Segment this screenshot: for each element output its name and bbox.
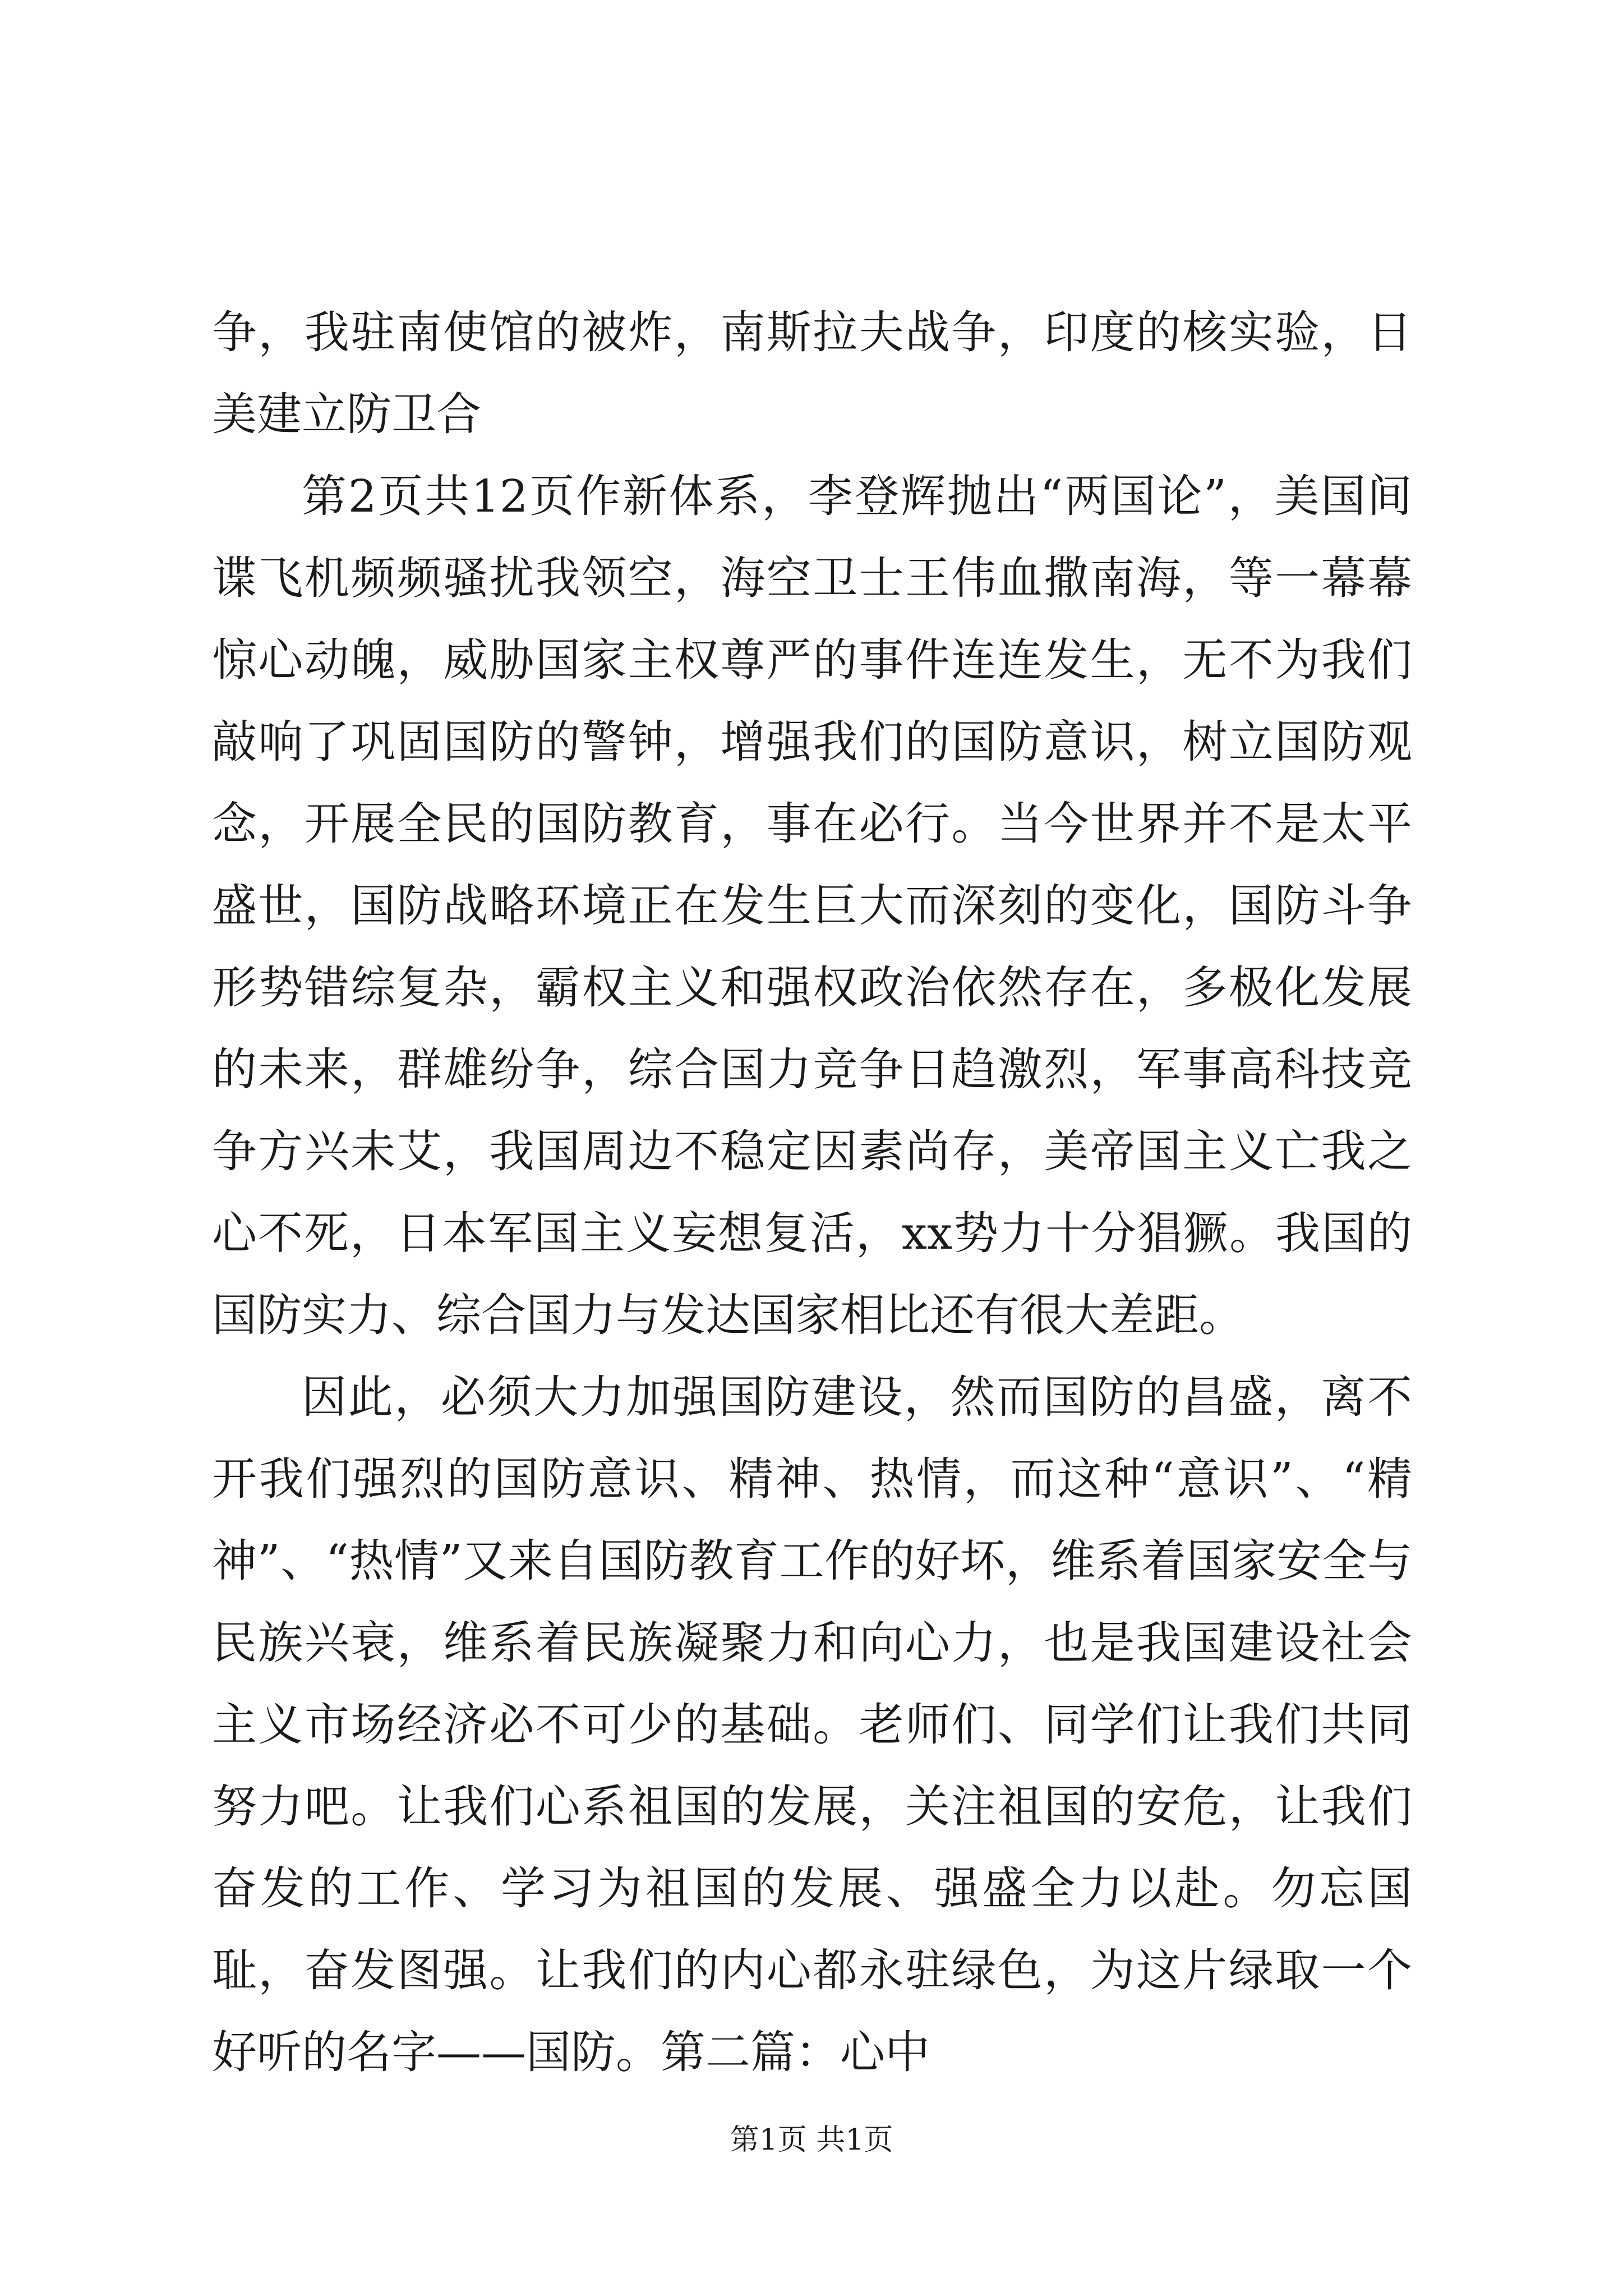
page-footer: 第1页 共1页 xyxy=(730,2123,893,2157)
paragraph-2: 第2页共12页作新体系，李登辉抛出“两国论”，美国间谍飞机频频骚扰我领空，海空卫士王伟血撒南海，等一幕幕惊心动魄，威胁国家主权尊严的事件连连发生，无不为我们敲响了巩固国防的警钟，增强我们的国防意识，树立国防观念，开展全民的国防教育，事在必行。当今世界并不是太平盛世，国防战略环境正在发生巨大而深刻的变化，国防斗争形势错综复杂，霸权主义和强权政治依然存在，多极化发展的未来，群雄纷争，综合国力竞争日趋激烈，军事高科技竞争方兴未艾，我国周边不稳定因素尚存，美帝国主义亡我之心不死，日本军国主义妄想复活，xx势力十分猖獗。我国的国防实力、综合国力与发达国家相比还有很大差距。 xyxy=(212,470,1412,1341)
paragraph-1: 争，我驻南使馆的被炸，南斯拉夫战争，印度的核实验，日美建立防卫合 xyxy=(212,306,1412,440)
document-body xyxy=(212,292,1412,2093)
paragraph-3: 因此，必须大力加强国防建设，然而国防的昌盛，离不开我们强烈的国防意识、精神、热情，而这种“意识”、“精神”、“热情”又来自国防教育工作的好坏，维系着国家安全与民族兴衰，维系着民族凝聚力和向心力，也是我国建设社会主义市场经济必不可少的基础。老师们、同学们让我们共同努力吧。让我们心系祖国的发展，关注祖国的安危，让我们奋发的工作、学习为祖国的发展、强盛全力以赴。勿忘国耻，奋发图强。让我们的内心都永驻绿色，为这片绿取一个好听的名字——国防。第二篇：心中 xyxy=(212,1371,1412,2078)
